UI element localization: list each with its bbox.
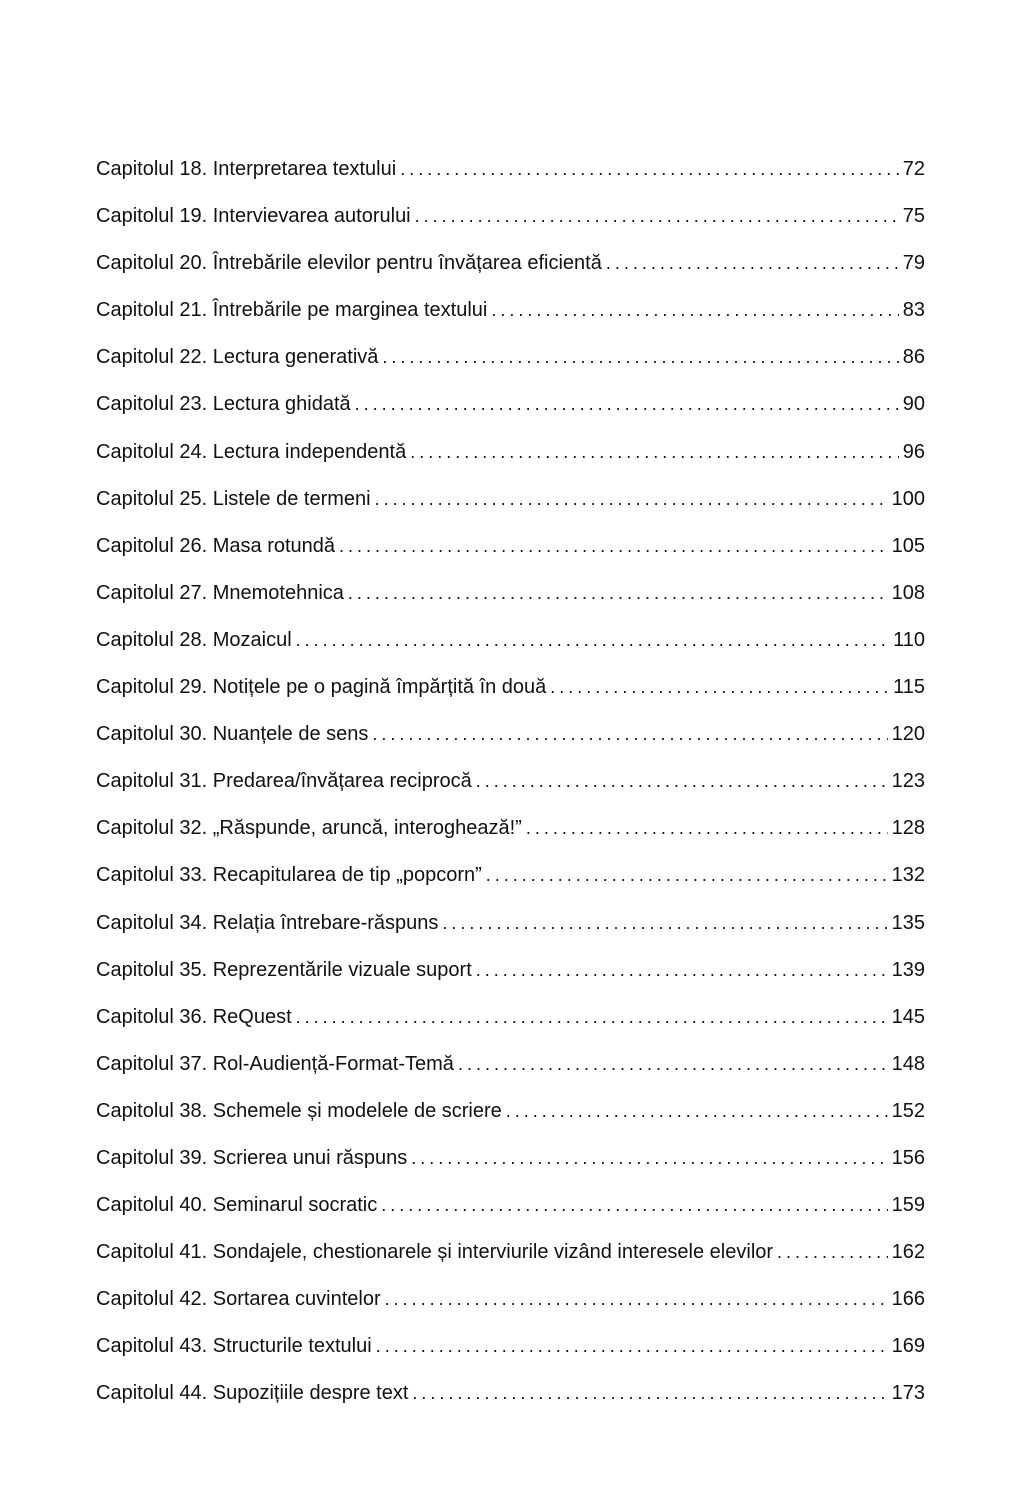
toc-entry-title: Capitolul 41. Sondajele, chestionarele și interviurile vizând interesele elevilor xyxy=(96,1241,774,1264)
toc-entry-title: Capitolul 18. Interpretarea textului xyxy=(96,158,397,180)
toc-dot-leader xyxy=(372,719,887,749)
toc-entry-title: Capitolul 24. Lectura independentă xyxy=(96,440,407,463)
toc-entry xyxy=(96,1049,925,1096)
toc-entry-title: Capitolul 38. Schemele și modelele de scriere xyxy=(96,1099,502,1122)
toc-page-number: 108 xyxy=(891,581,925,604)
toc-dot-leader xyxy=(606,248,899,278)
toc-entry xyxy=(96,955,925,1002)
toc-dot-leader xyxy=(458,1049,888,1079)
toc-entry xyxy=(96,248,925,295)
toc-entry-title: Capitolul 22. Lectura generativă xyxy=(96,346,379,369)
toc-entry xyxy=(96,1378,925,1425)
toc-entry-title: Capitolul 30. Nuanțele de sens xyxy=(96,723,369,746)
toc-page-number: 72 xyxy=(902,158,925,180)
toc-page-number: 135 xyxy=(891,911,925,934)
toc-entry-title: Capitolul 37. Rol-Audiență-Format-Temă xyxy=(96,1052,454,1075)
toc-page-number: 110 xyxy=(893,628,925,651)
toc-page-number: 173 xyxy=(891,1382,925,1405)
toc-entry-title: Capitolul 43. Structurile textului xyxy=(96,1335,372,1358)
toc-entry xyxy=(96,1143,925,1190)
toc-entry xyxy=(96,154,925,201)
toc-entry xyxy=(96,484,925,531)
toc-page-number: 86 xyxy=(902,346,925,369)
toc-dot-leader xyxy=(412,1378,887,1408)
toc-entry-title: Capitolul 23. Lectura ghidată xyxy=(96,393,351,416)
toc-entry xyxy=(96,625,925,672)
toc-page-number: 75 xyxy=(902,205,925,228)
toc-page-number: 120 xyxy=(891,723,925,746)
toc-entry-title: Capitolul 25. Listele de termeni xyxy=(96,487,371,510)
toc-entry xyxy=(96,437,925,484)
toc-page-number: 162 xyxy=(891,1241,925,1264)
toc-dot-leader xyxy=(348,578,888,608)
toc-entry xyxy=(96,860,925,907)
toc-entry xyxy=(96,1190,925,1237)
toc-page-number: 132 xyxy=(891,864,925,887)
toc-dot-leader xyxy=(296,1002,888,1032)
toc-dot-leader xyxy=(355,389,899,419)
toc-entry-title: Capitolul 20. Întrebările elevilor pentru învățarea eficientă xyxy=(96,252,602,275)
toc-entry-title: Capitolul 31. Predarea/învățarea reciprocă xyxy=(96,770,472,793)
toc-dot-leader xyxy=(410,437,899,467)
toc-entry-title: Capitolul 29. Notițele pe o pagină împărțită în două xyxy=(96,676,547,699)
toc-dot-leader xyxy=(550,672,889,702)
toc-dot-leader xyxy=(476,766,888,796)
toc-entry-title: Capitolul 34. Relația întrebare-răspuns xyxy=(96,911,439,934)
toc-dot-leader xyxy=(385,1284,888,1314)
toc-entry xyxy=(96,1237,925,1284)
toc-dot-leader xyxy=(382,342,898,372)
toc-entry-title: Capitolul 19. Intervievarea autorului xyxy=(96,205,411,228)
toc-entry xyxy=(96,813,925,860)
toc-entry xyxy=(96,389,925,436)
toc-dot-leader xyxy=(339,531,888,561)
toc-page-number: 128 xyxy=(891,817,925,840)
toc-page-number: 100 xyxy=(891,487,925,510)
toc-entry-title: Capitolul 40. Seminarul socratic xyxy=(96,1194,378,1217)
toc-entry-title: Capitolul 44. Supozițiile despre text xyxy=(96,1382,409,1405)
toc-entry-title: Capitolul 33. Recapitularea de tip „popcorn” xyxy=(96,864,482,887)
toc-entry xyxy=(96,295,925,342)
toc-entry xyxy=(96,1002,925,1049)
toc-entry-title: Capitolul 39. Scrierea unui răspuns xyxy=(96,1146,408,1169)
toc-entry xyxy=(96,908,925,955)
toc-page-number: 148 xyxy=(891,1052,925,1075)
toc-entry-title: Capitolul 21. Întrebările pe marginea textului xyxy=(96,299,488,322)
toc-page-number: 90 xyxy=(902,393,925,416)
toc-entry-title: Capitolul 28. Mozaicul xyxy=(96,628,292,651)
toc-dot-leader xyxy=(506,1096,888,1126)
toc-page-number: 123 xyxy=(891,770,925,793)
toc-entry-title: Capitolul 27. Mnemotehnica xyxy=(96,581,344,604)
toc-entry xyxy=(96,719,925,766)
toc-page-number: 166 xyxy=(891,1288,925,1311)
toc-entry-title: Capitolul 26. Masa rotundă xyxy=(96,534,336,557)
toc-page-number: 152 xyxy=(891,1099,925,1122)
toc-dot-leader xyxy=(476,955,888,985)
toc-dot-leader xyxy=(400,154,899,184)
toc-dot-leader xyxy=(486,860,888,890)
table-of-contents xyxy=(96,154,925,1426)
toc-dot-leader xyxy=(491,295,898,325)
toc-entry-title: Capitolul 32. „Răspunde, aruncă, interoghează!” xyxy=(96,817,522,840)
toc-entry xyxy=(96,201,925,248)
toc-entry xyxy=(96,672,925,719)
toc-dot-leader xyxy=(381,1190,887,1220)
toc-page-number: 145 xyxy=(891,1005,925,1028)
toc-entry xyxy=(96,766,925,813)
toc-page-number: 83 xyxy=(902,299,925,322)
toc-dot-leader xyxy=(376,1331,888,1361)
toc-page-number: 159 xyxy=(891,1194,925,1217)
toc-dot-leader xyxy=(296,625,889,655)
toc-dot-leader xyxy=(415,201,899,231)
toc-page-number: 79 xyxy=(902,252,925,275)
toc-page-number: 105 xyxy=(891,534,925,557)
toc-page-number: 96 xyxy=(902,440,925,463)
toc-entry xyxy=(96,1284,925,1331)
toc-entry-title: Capitolul 42. Sortarea cuvintelor xyxy=(96,1288,381,1311)
toc-page-number: 156 xyxy=(891,1146,925,1169)
toc-entry-title: Capitolul 35. Reprezentările vizuale suport xyxy=(96,958,472,981)
toc-dot-leader xyxy=(526,813,888,843)
toc-entry xyxy=(96,578,925,625)
toc-entry-title: Capitolul 36. ReQuest xyxy=(96,1005,292,1028)
toc-dot-leader xyxy=(375,484,888,514)
toc-page-number: 115 xyxy=(893,676,925,699)
toc-page-number: 139 xyxy=(891,958,925,981)
toc-entry xyxy=(96,1331,925,1378)
toc-dot-leader xyxy=(777,1237,888,1267)
toc-dot-leader xyxy=(442,908,887,938)
toc-entry xyxy=(96,342,925,389)
toc-entry xyxy=(96,531,925,578)
toc-dot-leader xyxy=(411,1143,887,1173)
toc-page-number: 169 xyxy=(891,1335,925,1358)
toc-entry xyxy=(96,1096,925,1143)
